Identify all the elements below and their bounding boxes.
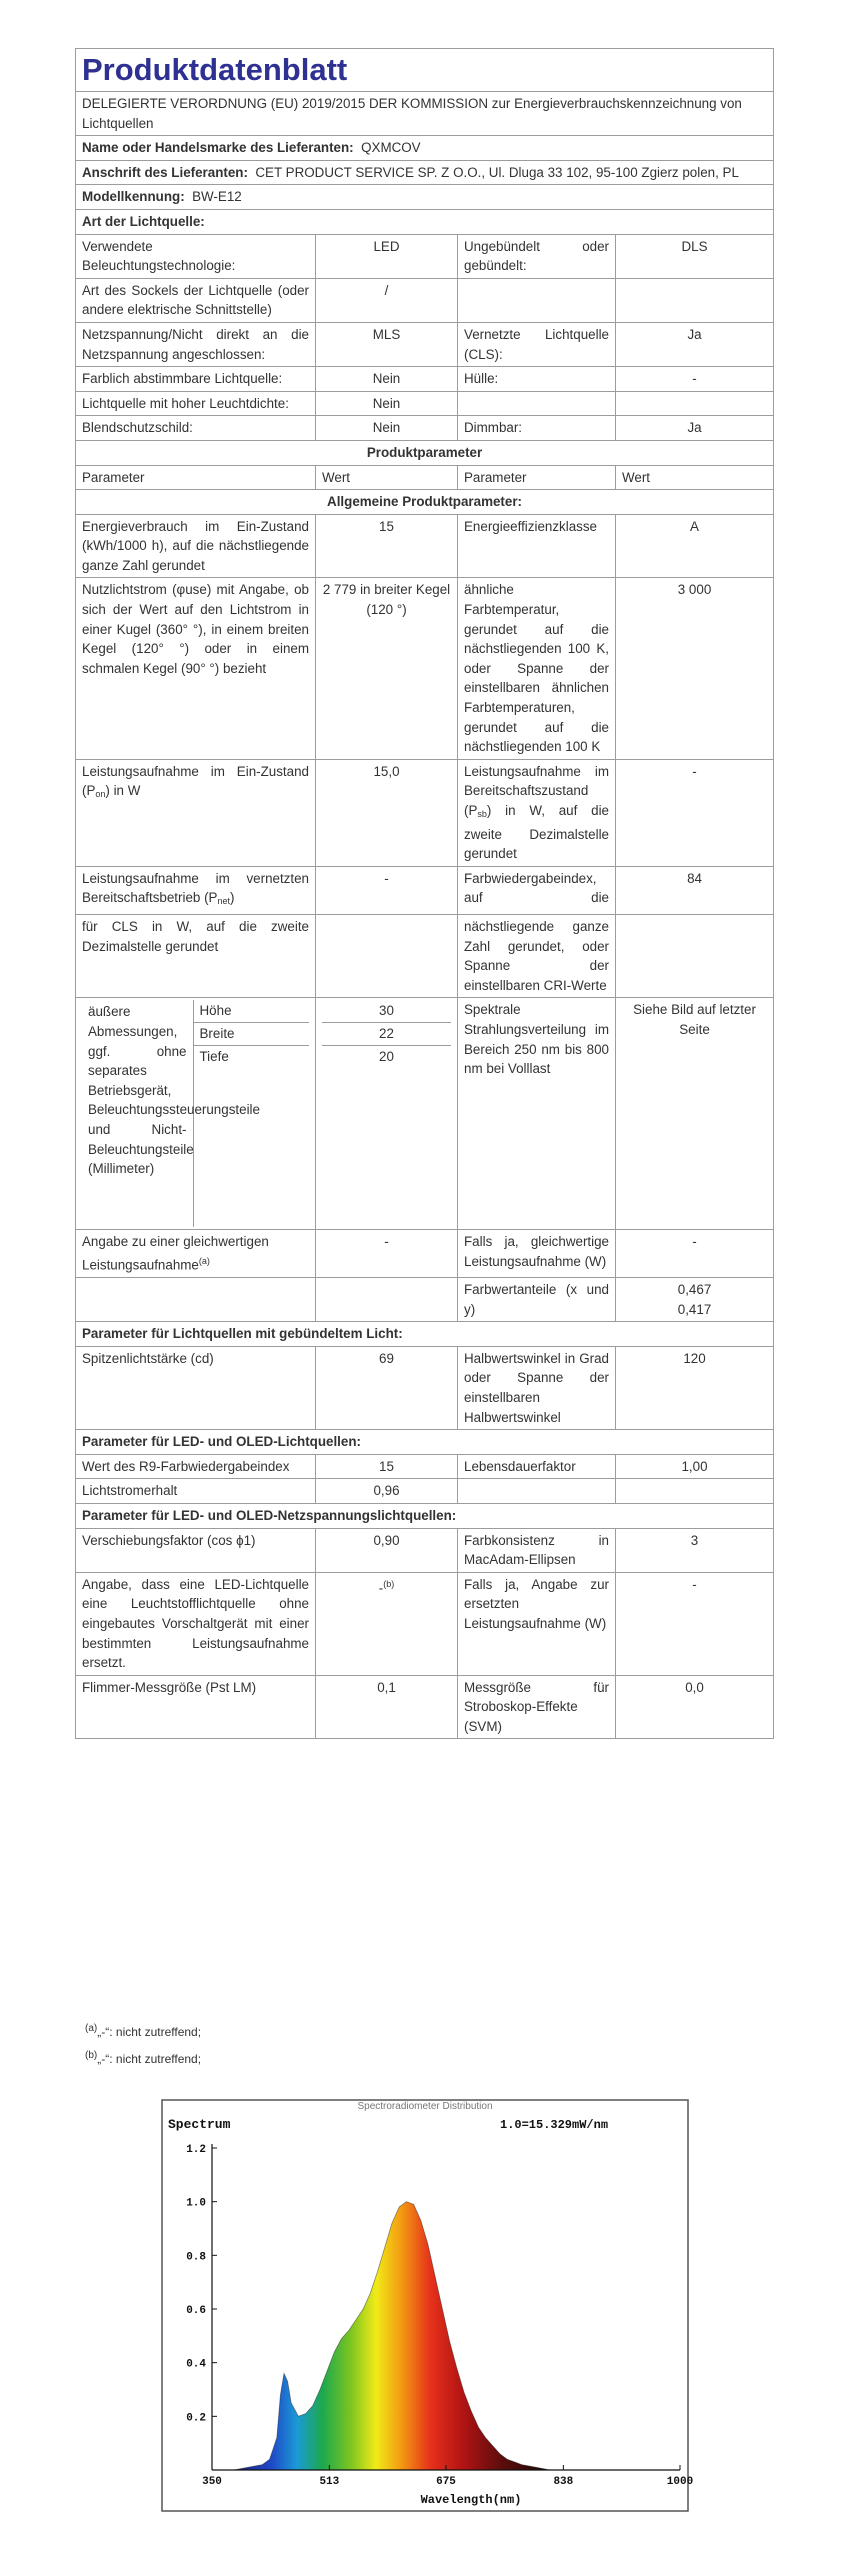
column-header-value: Wert <box>616 465 774 490</box>
table-row <box>76 998 774 1230</box>
color-temperature-label: ähnliche Farbtemperatur, gerundet auf die nächstliegenden 100 K, oder Spanne der einstellbaren ähnlichen Farbtemperaturen, gerundet auf die nächstliegenden 100 K <box>458 578 616 759</box>
regulation-subtitle: DELEGIERTE VERORDNUNG (EU) 2019/2015 DER KOMMISSION zur Energieverbrauchskennzeichnung von Lichtquellen <box>76 92 774 136</box>
footnote-a: $^{(a)}$„-“: nicht zutreffend; <box>85 2023 202 2039</box>
supplier-address-row <box>76 160 774 185</box>
x-tick-label: 838 <box>553 2476 574 2488</box>
lighting-technology-value: LED <box>316 234 458 278</box>
general-parameters-heading: Allgemeine Produktparameter: <box>76 490 774 515</box>
table-row <box>76 391 774 416</box>
product-parameters-heading: Produktparameter <box>76 440 774 465</box>
chromaticity-value: 0,467 0,417 <box>616 1278 774 1322</box>
directional-label: Ungebündelt oder gebündelt: <box>458 234 616 278</box>
lumen-maintenance-label: Lichtstromerhalt <box>76 1479 316 1504</box>
dimension-depth-label: Tiefe <box>193 1045 309 1227</box>
lumen-maintenance-value: 0,96 <box>316 1479 458 1504</box>
footnote-b: $^{(b)}$„-“: nicht zutreffend; <box>85 2050 202 2066</box>
standby-power-value: - <box>616 759 774 866</box>
table-row <box>76 1230 774 1278</box>
energy-consumption-label: Energieverbrauch im Ein-Zustand (kWh/1000 h), auf die nächstliegende ganze Zahl gerundet <box>76 514 316 578</box>
y-tick-label: 0.8 <box>186 2251 206 2264</box>
led-parameters-heading: Parameter für LED- und OLED-Lichtquellen: <box>76 1430 774 1455</box>
table-row <box>76 1454 774 1479</box>
connected-value: Ja <box>616 322 774 366</box>
empty-cell <box>316 1278 458 1322</box>
high-luminance-value: Nein <box>316 391 458 416</box>
anti-glare-value: Nein <box>316 416 458 441</box>
footnotes <box>85 2017 201 2071</box>
empty-cell <box>316 914 458 997</box>
table-row <box>76 1675 774 1739</box>
y-tick-label: 0.6 <box>186 2305 206 2317</box>
model-row <box>76 185 774 210</box>
y-tick-label: 0.2 <box>186 2412 206 2425</box>
chart-title: Spectrum <box>168 2117 231 2132</box>
claimed-power-label: Falls ja, gleichwertige Leistungsaufnahme (W) <box>458 1230 616 1278</box>
dimmable-label: Dimmbar: <box>458 416 616 441</box>
color-consistency-label: Farbkonsistenz in MacAdam-Ellipsen <box>458 1528 616 1572</box>
on-mode-power-label: Leistungsaufnahme im Ein-Zustand $(P_{on})$ in W <box>76 759 316 866</box>
color-rendering-value: 84 <box>616 866 774 914</box>
table-row <box>76 278 774 322</box>
empty-cell <box>616 278 774 322</box>
high-luminance-label: Lichtquelle mit hoher Leuchtdichte: <box>76 391 316 416</box>
table-row <box>76 759 774 866</box>
mains-value: MLS <box>316 322 458 366</box>
peak-intensity-label: Spitzenlichtstärke (cd) <box>76 1346 316 1429</box>
model-value: BW-E12 <box>192 189 242 205</box>
empty-cell <box>458 1479 616 1504</box>
table-row <box>76 322 774 366</box>
dimensions-values-cell <box>316 998 458 1230</box>
anti-glare-label: Blendschutzschild: <box>76 416 316 441</box>
empty-cell <box>76 1278 316 1322</box>
flicker-metric-value: 0,1 <box>316 1675 458 1739</box>
color-rendering-label: Farbwiedergabeindex, auf die <box>458 866 616 914</box>
color-consistency-value: 3 <box>616 1528 774 1572</box>
displacement-factor-label: Verschiebungsfaktor (cos ϕ1) <box>76 1528 316 1572</box>
stroboscopic-metric-label: Messgröße für Stroboskop-Effekte (SVM) <box>458 1675 616 1739</box>
dimension-height-value: 30 <box>322 1000 451 1022</box>
table-row <box>76 367 774 392</box>
fluorescent-replacement-value: -$^{(b)}$ <box>316 1572 458 1675</box>
empty-cell <box>616 914 774 997</box>
r9-value: 15 <box>316 1454 458 1479</box>
dimension-height-label: Höhe <box>193 1000 309 1022</box>
dimensions-label: äußere Abmessungen, ggf. ohne separates Betriebsgerät, Beleuchtungssteuerungsteile und Nicht-Beleuchtungsteile (Millimeter) <box>88 1004 260 1177</box>
replaced-power-label: Falls ja, Angabe zur ersetzten Leistungsaufnahme (W) <box>458 1572 616 1675</box>
supplier-address-label: Anschrift des Lieferanten: <box>82 164 248 180</box>
empty-cell <box>616 391 774 416</box>
table-row <box>76 1572 774 1675</box>
cap-type-value: / <box>316 278 458 322</box>
stroboscopic-metric-value: 0,0 <box>616 1675 774 1739</box>
column-header-value: Wert <box>316 465 458 490</box>
chromaticity-label: Farbwertanteile (x und y) <box>458 1278 616 1322</box>
spectrum-chart <box>160 2098 694 2513</box>
color-temperature-value: 3 000 <box>616 578 774 759</box>
dimmable-value: Ja <box>616 416 774 441</box>
x-axis-label: Wavelength(nm) <box>420 2493 522 2507</box>
networked-standby-value: - <box>316 866 458 914</box>
supplier-address-value: CET PRODUCT SERVICE SP. Z O.O., Ul. Dluga 33 102, 95-100 Zgierz polen, PL <box>255 164 739 180</box>
supplier-name-value: QXMCOV <box>361 140 421 156</box>
y-tick-label: 1.0 <box>186 2197 206 2210</box>
page-title: Produktdatenblatt <box>76 49 774 92</box>
light-source-type-heading: Art der Lichtquelle: <box>76 209 774 234</box>
y-tick-label: 1.2 <box>186 2144 206 2156</box>
column-header-row <box>76 465 774 490</box>
dimensions-cell <box>76 998 316 1230</box>
standby-power-label: Leistungsaufnahme im Bereitschaftszustand $(P_{sb})$ in W, auf die zweite Dezimalstelle gerundet <box>458 759 616 866</box>
color-rendering-label-cont: nächstliegende ganze Zahl gerundet, oder Spanne der einstellbaren CRI-Werte <box>458 914 616 997</box>
color-tuneable-label: Farblich abstimmbare Lichtquelle: <box>76 367 316 392</box>
column-header-parameter: Parameter <box>458 465 616 490</box>
energy-consumption-value: 15 <box>316 514 458 578</box>
chart-subtitle: Spectroradiometer Distribution <box>357 2101 493 2112</box>
y-tick-label: 0.4 <box>186 2358 206 2371</box>
energy-class-value: A <box>616 514 774 578</box>
table-row <box>76 866 774 914</box>
connected-label: Vernetzte Lichtquelle (CLS): <box>458 322 616 366</box>
table-row <box>76 1346 774 1429</box>
supplier-name-label: Name oder Handelsmarke des Lieferanten: <box>82 140 354 156</box>
claimed-power-value: - <box>616 1230 774 1278</box>
spectral-distribution-value: Siehe Bild auf letzter Seite <box>616 998 774 1230</box>
empty-cell <box>458 391 616 416</box>
mains-label: Netzspannung/Nicht direkt an die Netzspannung angeschlossen: <box>76 322 316 366</box>
table-row <box>76 1278 774 1322</box>
directional-parameters-heading: Parameter für Lichtquellen mit gebündeltem Licht: <box>76 1322 774 1347</box>
on-mode-power-value: 15,0 <box>316 759 458 866</box>
dimension-depth-value: 20 <box>379 1048 394 1064</box>
survival-factor-value: 1,00 <box>616 1454 774 1479</box>
color-tuneable-value: Nein <box>316 367 458 392</box>
model-label: Modellkennung: <box>82 189 185 205</box>
table-row <box>76 914 774 997</box>
survival-factor-label: Lebensdauerfaktor <box>458 1454 616 1479</box>
fluorescent-replacement-label: Angabe, dass eine LED-Lichtquelle eine Leuchtstofflichtquelle ohne eingebautes Vorschaltgerät mit einer bestimmten Leistungsaufnahme ersetzt. <box>76 1572 316 1675</box>
energy-class-label: Energieeffizienzklasse <box>458 514 616 578</box>
empty-cell <box>616 1479 774 1504</box>
networked-standby-label: Leistungsaufnahme im vernetzten Bereitschaftsbetrieb $(P_{net})$ <box>76 866 316 914</box>
directional-value: DLS <box>616 234 774 278</box>
x-tick-label: 1000 <box>666 2476 694 2488</box>
supplier-name-row <box>76 136 774 161</box>
peak-intensity-value: 69 <box>316 1346 458 1429</box>
envelope-label: Hülle: <box>458 367 616 392</box>
beam-angle-value: 120 <box>616 1346 774 1429</box>
x-tick-label: 513 <box>319 2476 340 2488</box>
spectral-distribution-label: Spektrale Strahlungsverteilung im Bereich 250 nm bis 800 nm bei Volllast <box>458 998 616 1230</box>
lighting-technology-label: Verwendete Beleuchtungstechnologie: <box>76 234 316 278</box>
empty-cell <box>458 278 616 322</box>
led-mains-parameters-heading: Parameter für LED- und OLED-Netzspannungslichtquellen: <box>76 1503 774 1528</box>
r9-label: Wert des R9-Farbwiedergabeindex <box>76 1454 316 1479</box>
dimension-width-value: 22 <box>322 1022 451 1045</box>
equivalent-power-value: - <box>316 1230 458 1278</box>
useful-flux-label: Nutzlichtstrom (φuse) mit Angabe, ob sich der Wert auf den Lichtstrom in einer Kugel (360° °), in einem breiten Kegel (120° °) oder in einem schmalen Kegel (90° °) bezieht <box>76 578 316 759</box>
table-row <box>76 514 774 578</box>
x-tick-label: 675 <box>436 2476 456 2488</box>
table-row <box>76 234 774 278</box>
beam-angle-label: Halbwertswinkel in Grad oder Spanne der einstellbaren Halbwertswinkel <box>458 1346 616 1429</box>
envelope-value: - <box>616 367 774 392</box>
networked-standby-label-cont: für CLS in W, auf die zweite Dezimalstelle gerundet <box>76 914 316 997</box>
table-row <box>76 1528 774 1572</box>
column-header-parameter: Parameter <box>76 465 316 490</box>
data-sheet-table <box>75 48 774 1739</box>
flicker-metric-label: Flimmer-Messgröße (Pst LM) <box>76 1675 316 1739</box>
useful-flux-value: 2 779 in breiter Kegel (120 °) <box>316 578 458 759</box>
product-data-sheet <box>75 48 773 1739</box>
replaced-power-value: - <box>616 1572 774 1675</box>
equivalent-power-label: Angabe zu einer gleichwertigen Leistungsaufnahme$^{(a)}$ <box>76 1230 316 1278</box>
dimension-width-label: Breite <box>193 1022 309 1045</box>
cap-type-label: Art des Sockels der Lichtquelle (oder andere elektrische Schnittstelle) <box>76 278 316 322</box>
table-row <box>76 578 774 759</box>
table-row <box>76 416 774 441</box>
table-row <box>76 1479 774 1504</box>
chart-annotation: 1.0=15.329mW/nm <box>500 2118 609 2132</box>
displacement-factor-value: 0,90 <box>316 1528 458 1572</box>
x-tick-label: 350 <box>202 2476 222 2488</box>
